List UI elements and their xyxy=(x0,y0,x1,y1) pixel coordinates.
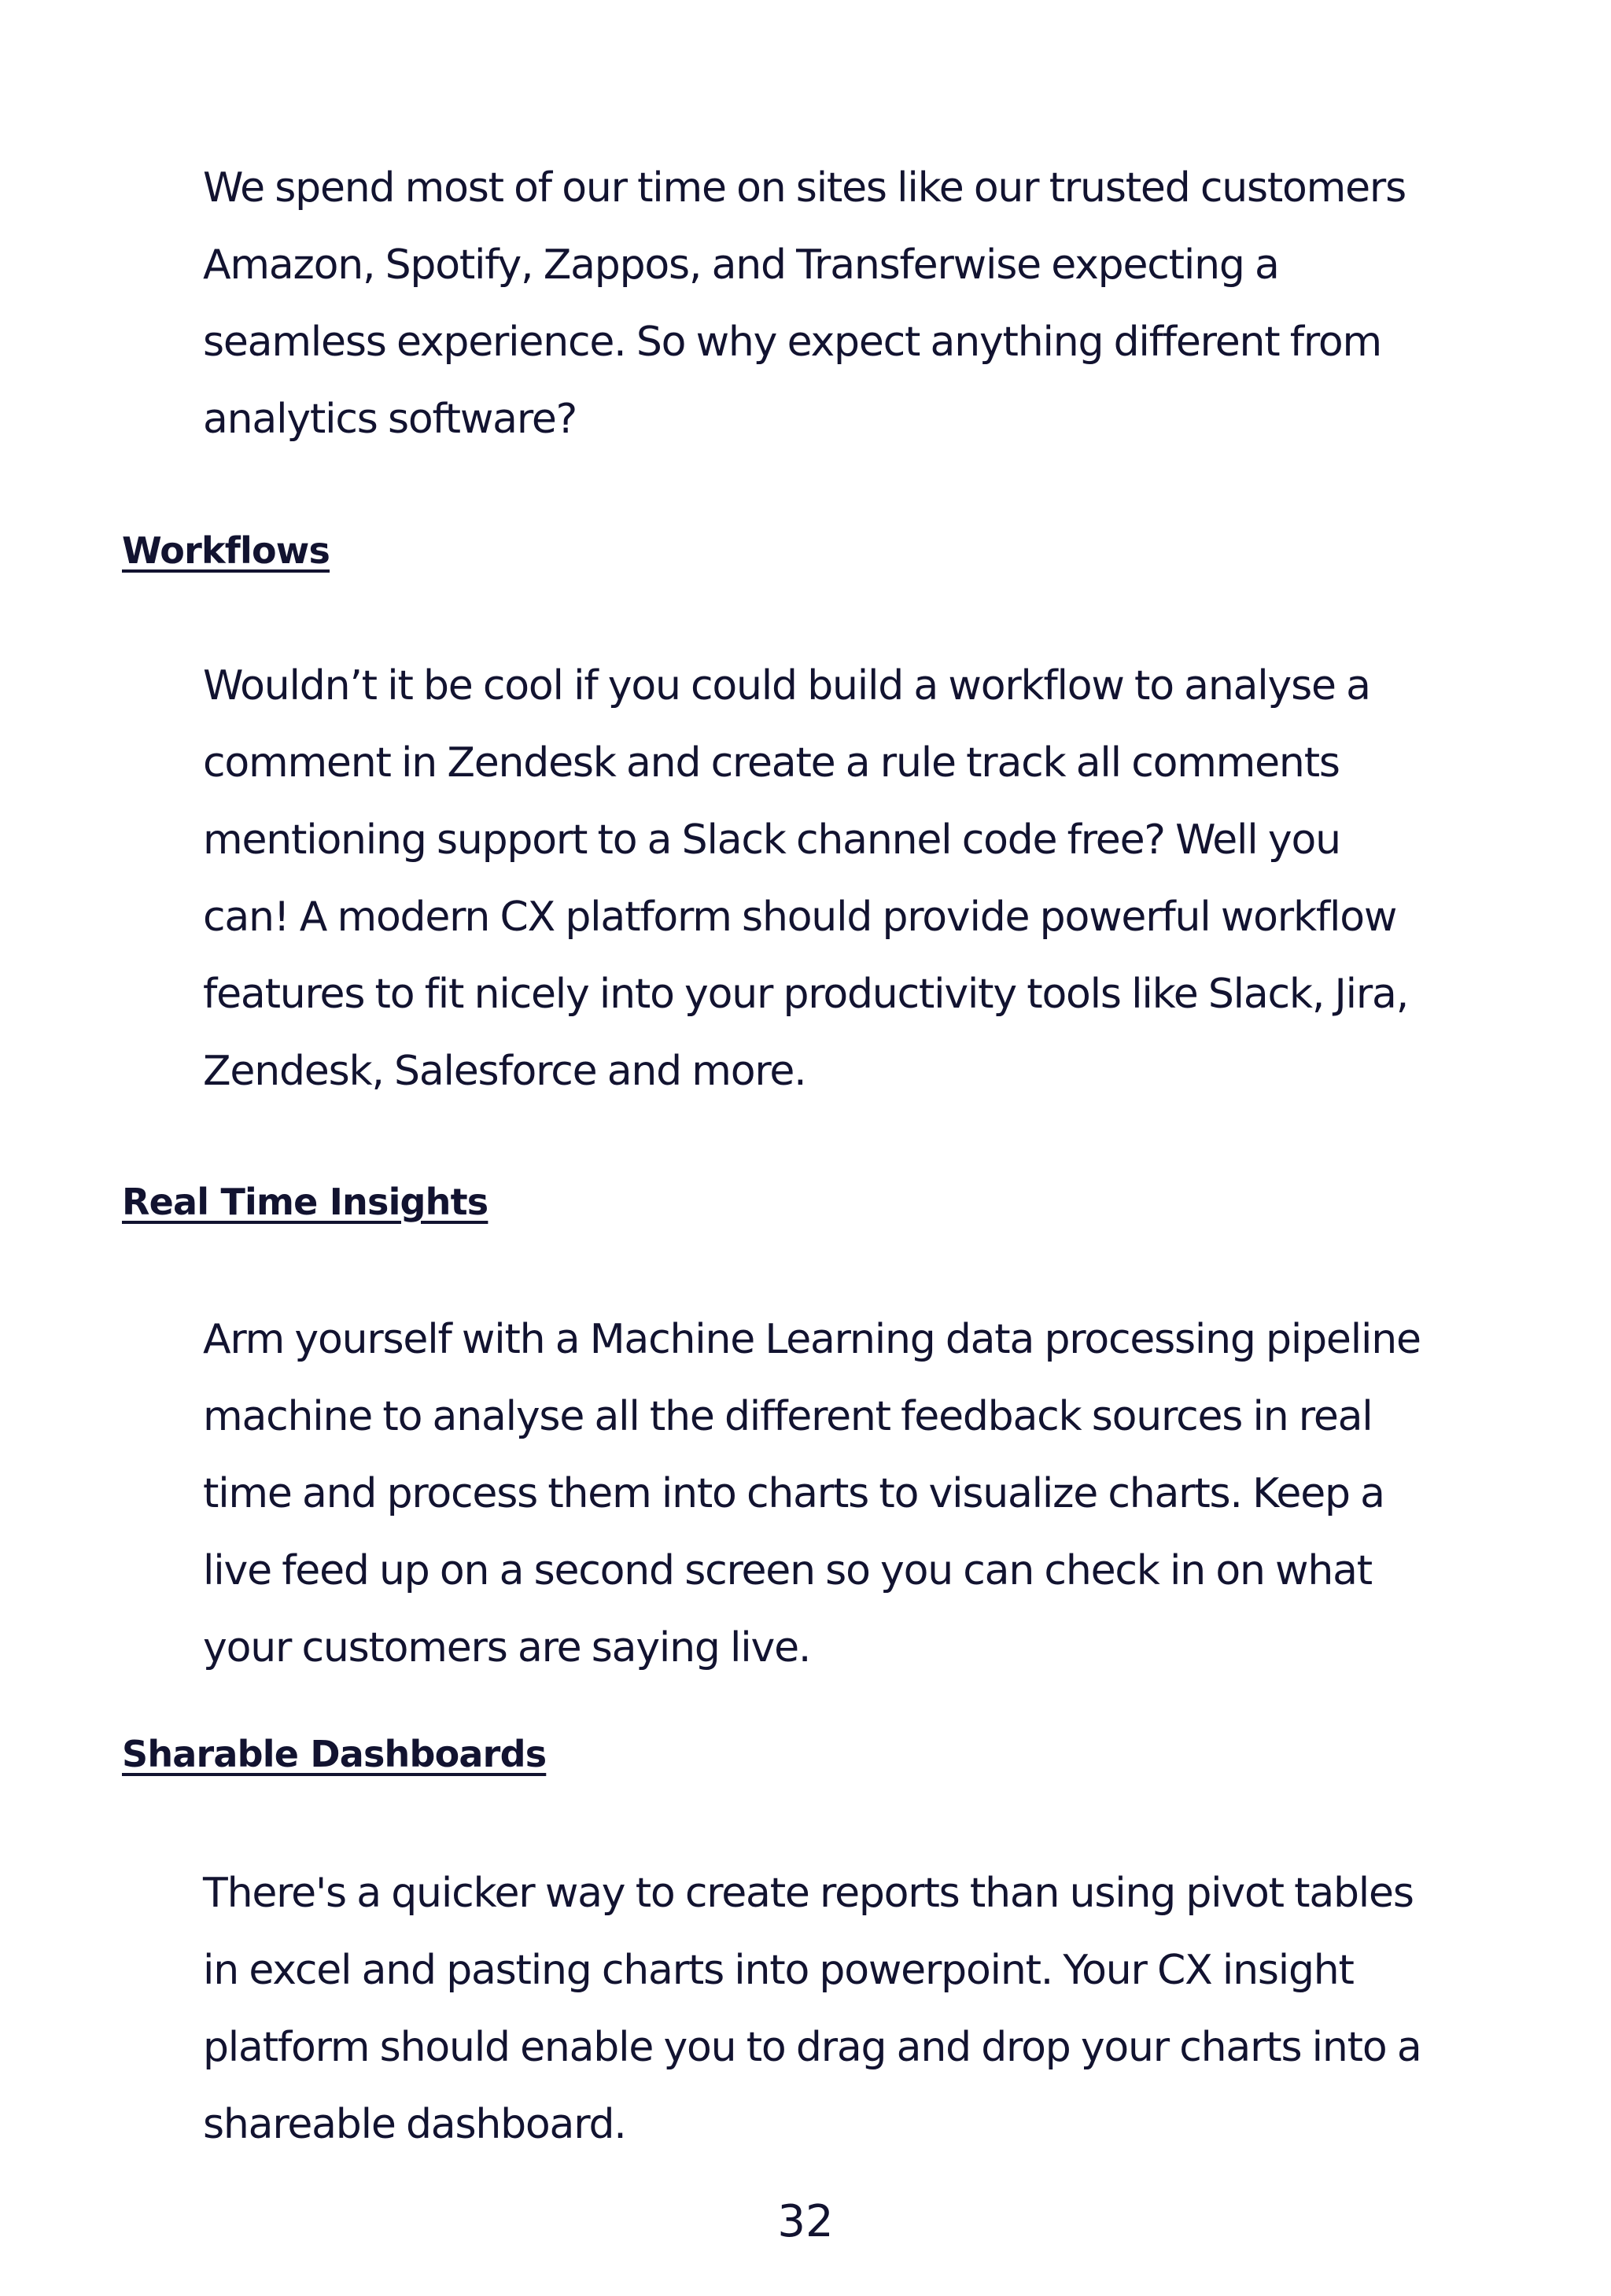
section-paragraph-workflows: Wouldn’t it be cool if you could build a workflow to analyse a comment in Zendesk and create a rule track all comments mentioning support to a Slack channel code free? Well you can! A modern CX platform should provide powerful workflow features to fit nicely into your productivity tools like Slack, Jira, Zendesk, Salesforce and more. xyxy=(203,662,1409,1095)
section-paragraph-sharable-dashboards: There's a quicker way to create reports than using pivot tables in excel and pasting charts into powerpoint. Your CX insight platform should enable you to drag and drop your charts into a shareable dashboard. xyxy=(203,1870,1421,2148)
section-heading-sharable-dashboards: Sharable Dashboards xyxy=(122,1733,547,1775)
section-heading-real-time-insights: Real Time Insights xyxy=(122,1181,488,1223)
page-number: 32 xyxy=(777,2196,834,2247)
section-paragraph-real-time-insights: Arm yourself with a Machine Learning data processing pipeline machine to analyse all the different feedback sources in real time and process them into charts to visualize charts. Keep a live feed up on a second screen so you can check in on what your customers are saying live. xyxy=(203,1316,1421,1671)
intro-paragraph: We spend most of our time on sites like our trusted customers Amazon, Spotify, Zappos, and Transferwise expecting a seamless experience. So why expect anything different from analytics software? xyxy=(203,164,1406,443)
section-heading-workflows: Workflows xyxy=(122,529,330,572)
